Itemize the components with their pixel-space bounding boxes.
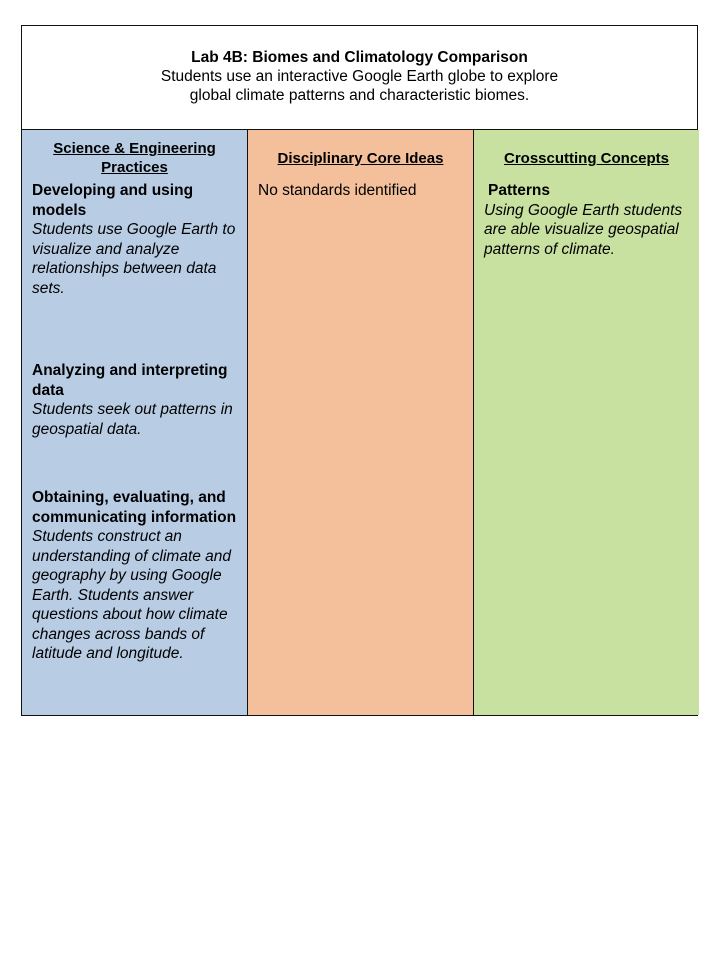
ccc-item — [484, 181, 695, 259]
sep-item-title: Analyzing and interpreting data — [32, 362, 228, 399]
dci-text: No standards identified — [258, 182, 417, 199]
ccc-column — [474, 130, 699, 715]
sep-item — [32, 181, 243, 298]
table-header — [22, 26, 697, 130]
sep-item-text: Students seek out patterns in geospatial data. — [32, 401, 233, 438]
standards-table — [21, 25, 698, 716]
sep-item-title: Obtaining, evaluating, and communicating information — [32, 489, 237, 526]
lab-subtitle-1: Students use an interactive Google Earth globe to explore — [160, 68, 559, 85]
ccc-item-title: Patterns — [488, 182, 551, 199]
sep-item-title: Developing and using models — [32, 182, 194, 219]
sep-heading: Science & Engineering Practices — [53, 140, 216, 176]
sep-item-text: Students construct an understanding of climate and geography by using Google Earth. Students answer questions about how climate changes across bands of latitude and longitude. — [32, 528, 232, 662]
dci-heading: Disciplinary Core Ideas — [277, 150, 444, 167]
lab-title: Lab 4B: Biomes and Climatology Comparison — [191, 49, 528, 66]
lab-subtitle-2: global climate patterns and characteristic biomes. — [189, 87, 530, 104]
sep-item-text: Students use Google Earth to visualize and analyze relationships between data sets. — [32, 221, 236, 297]
sep-column — [22, 130, 248, 715]
sep-item — [32, 488, 243, 664]
dci-column — [248, 130, 474, 715]
ccc-heading: Crosscutting Concepts — [503, 150, 669, 167]
sep-item — [32, 361, 243, 439]
ccc-item-text: Using Google Earth students are able visualize geospatial patterns of climate. — [484, 201, 683, 258]
